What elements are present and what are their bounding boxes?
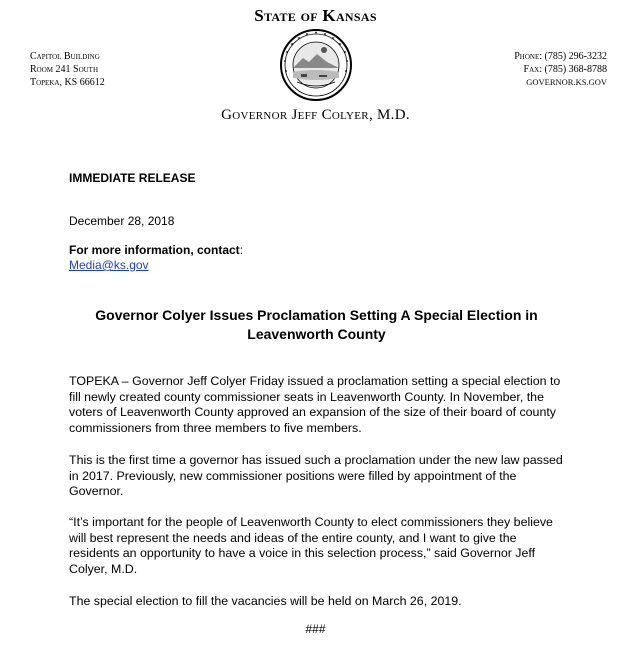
governor-name: Governor Jeff Colyer, M.D.	[221, 107, 410, 123]
headline: Governor Colyer Issues Proclamation Setting A Special Election in Leavenworth County	[95, 307, 538, 342]
release-label: IMMEDIATE RELEASE	[69, 171, 196, 185]
contact-label: For more information, contact	[69, 243, 240, 257]
contact-colon: :	[239, 243, 244, 257]
body-paragraph: The special election to fill the vacancies will be held on March 26, 2019.	[69, 594, 462, 608]
office-contact	[514, 50, 607, 89]
kansas-state-seal-icon	[279, 28, 353, 102]
contact-line	[69, 243, 243, 257]
website[interactable]: GOVERNOR.KS.GOV	[526, 77, 607, 87]
end-mark: ###	[305, 622, 326, 636]
office-address	[30, 50, 105, 89]
contact-email-link[interactable]: Media@ks.gov	[69, 258, 149, 272]
body-paragraph: This is the first time a governor has issued such a proclamation under the new law passed in 2017. Previously, new commissioner positions were filled by appointment of the Governor.	[69, 453, 563, 498]
body-paragraph: TOPEKA – Governor Jeff Colyer Friday issued a proclamation setting a special election to fill newly created county commissioner seats in Leavenworth County. In November, the voters of Leavenworth County approved an expansion of the size of their board of county commissioners from three members to five members.	[69, 374, 561, 435]
address-line-room: Room 241 South	[30, 64, 99, 75]
address-line-city: Topeka, KS 66612	[30, 77, 105, 88]
phone-number: Phone: (785) 296-3232	[514, 51, 607, 62]
fax-number: Fax: (785) 368-8788	[523, 64, 607, 75]
address-line-building: Capitol Building	[30, 51, 100, 62]
state-title: State of Kansas	[254, 6, 377, 25]
release-date: December 28, 2018	[69, 214, 175, 228]
body-paragraph: “It’s important for the people of Leavenworth County to elect commissioners they believe will best represent the needs and ideas of the entire county, and I want to give the residents an opportunity to have a voice in this selection process,” said Governor Jeff Colyer, M.D.	[69, 515, 553, 576]
